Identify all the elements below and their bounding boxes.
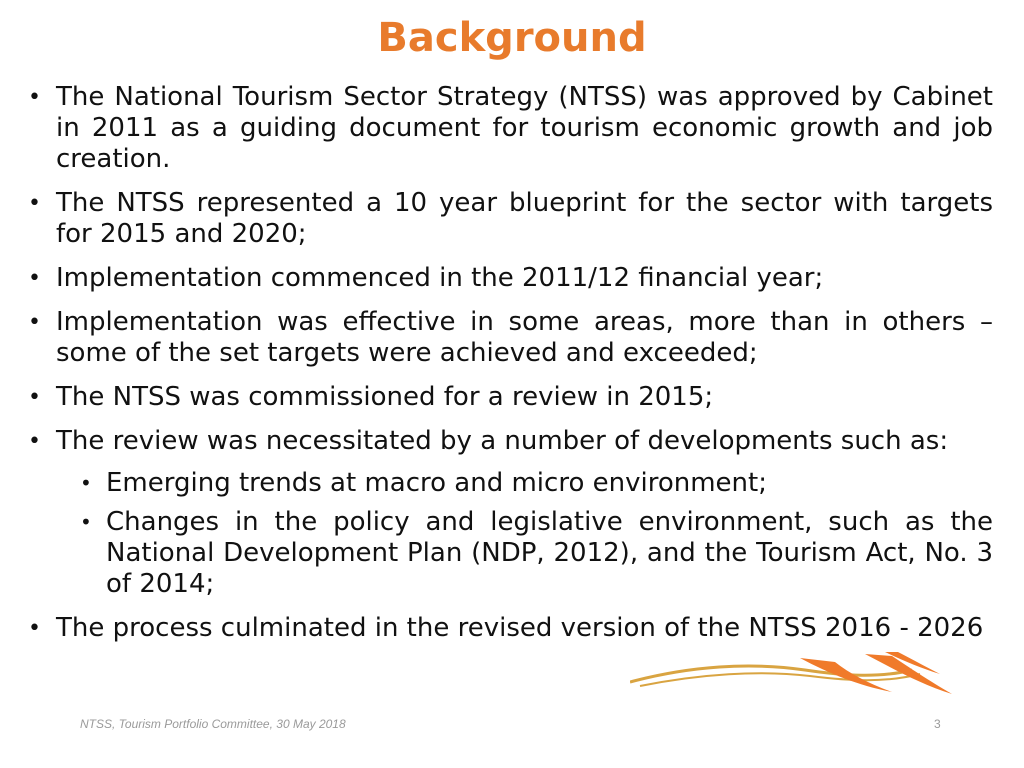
bullet-marker: • xyxy=(28,266,41,291)
sub-bullet-item xyxy=(28,468,993,499)
bullet-text: Implementation commenced in the 2011/12 financial year; xyxy=(56,263,824,293)
sub-bullet-marker: • xyxy=(80,471,92,495)
bullet-marker: • xyxy=(28,310,41,335)
bullet-item xyxy=(28,307,993,369)
bullet-text: The review was necessitated by a number of developments such as: xyxy=(56,426,949,456)
page-number: 3 xyxy=(934,717,941,731)
bullet-text: The National Tourism Sector Strategy (NTSS) was approved by Cabinet in 2011 as a guiding document for tourism economic growth and job creation. xyxy=(56,82,993,174)
bullet-item xyxy=(28,263,993,294)
bullet-item xyxy=(28,82,993,175)
sub-bullet-text: Changes in the policy and legislative environment, such as the National Development Plan (NDP, 2012), and the Tourism Act, No. 3 of 2014; xyxy=(106,507,993,599)
bullet-item xyxy=(28,188,993,250)
bullet-text: The process culminated in the revised version of the NTSS 2016 - 2026 xyxy=(56,613,984,643)
bullet-marker: • xyxy=(28,85,41,110)
bullet-marker: • xyxy=(28,385,41,410)
sub-bullet-item xyxy=(28,507,993,600)
bullet-text: The NTSS was commissioned for a review in 2015; xyxy=(56,382,714,412)
bullet-item xyxy=(28,382,993,413)
sub-bullet-marker: • xyxy=(80,510,92,534)
bullet-item xyxy=(28,613,993,644)
footer-caption: NTSS, Tourism Portfolio Committee, 30 May 2018 xyxy=(80,717,346,731)
sub-bullet-list xyxy=(56,468,993,600)
bullet-marker: • xyxy=(28,616,41,641)
bullet-list xyxy=(28,82,993,644)
slide-body xyxy=(28,82,993,657)
bullet-text: Implementation was effective in some areas, more than in others – some of the set targets were achieved and exceeded; xyxy=(56,307,993,368)
bullet-text: The NTSS represented a 10 year blueprint for the sector with targets for 2015 and 2020; xyxy=(56,188,993,249)
bullet-marker: • xyxy=(28,191,41,216)
sub-bullet-text: Emerging trends at macro and micro environment; xyxy=(106,468,767,498)
slide-title: Background xyxy=(377,15,647,61)
bullet-item xyxy=(28,426,993,600)
bullet-marker: • xyxy=(28,429,41,454)
